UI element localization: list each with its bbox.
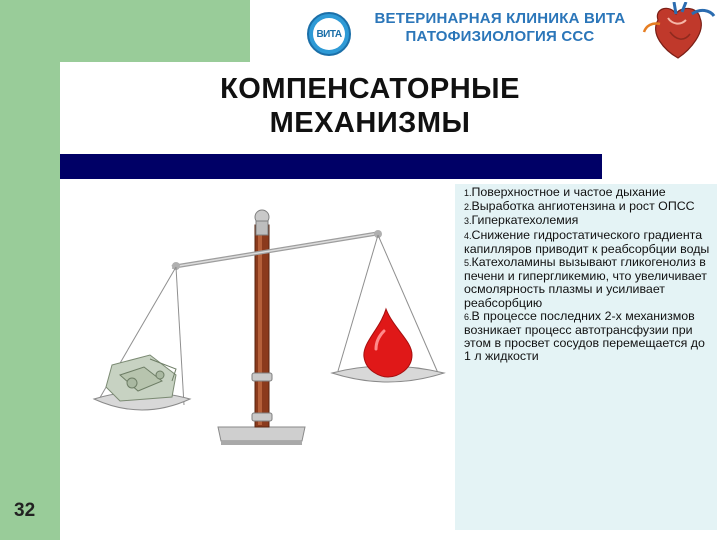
money-pile	[106, 355, 176, 401]
list-item: 3.Гиперкатехолемия	[464, 213, 579, 228]
list-item: 5.Катехоламины вызывают гликогенолиз в печени и гипергликемию, что увеличивает осмолярность плазмы и усиливает реабсорбцию	[464, 255, 707, 310]
title-line-2: МЕХАНИЗМЫ	[269, 107, 471, 139]
heart-icon	[640, 2, 718, 60]
clinic-logo-text: ВИТА	[313, 18, 345, 50]
mechanisms-list	[464, 186, 714, 364]
clinic-header	[365, 10, 635, 46]
slide-title	[120, 72, 620, 140]
title-line-1: КОМПЕНСАТОРНЫЕ	[220, 73, 520, 105]
title-rule	[60, 154, 602, 179]
clinic-name: ВЕТЕРИНАРНАЯ КЛИНИКА ВИТА	[374, 10, 626, 27]
list-item: 6.В процессе последних 2-х механизмов возникает процесс автотрансфузии при этом в просвет сосудов перемещается до 1 л жидкости	[464, 308, 705, 364]
left-green-bar	[0, 0, 60, 540]
top-green-bar	[0, 0, 250, 62]
slide-number: 32	[14, 500, 36, 521]
list-item: 1.Поверхностное и частое дыхание	[464, 185, 666, 199]
balance-scale-image	[80, 205, 450, 450]
blood-drop-icon	[364, 309, 412, 377]
clinic-logo-icon	[307, 12, 351, 56]
list-item: 4.Снижение гидростатического градиента капилляров приводит к реабсорбции воды	[464, 227, 710, 256]
list-item: 2.Выработка ангиотензина и рост ОПСС	[464, 199, 695, 214]
course-name: ПАТОФИЗИОЛОГИЯ ССС	[405, 28, 595, 45]
